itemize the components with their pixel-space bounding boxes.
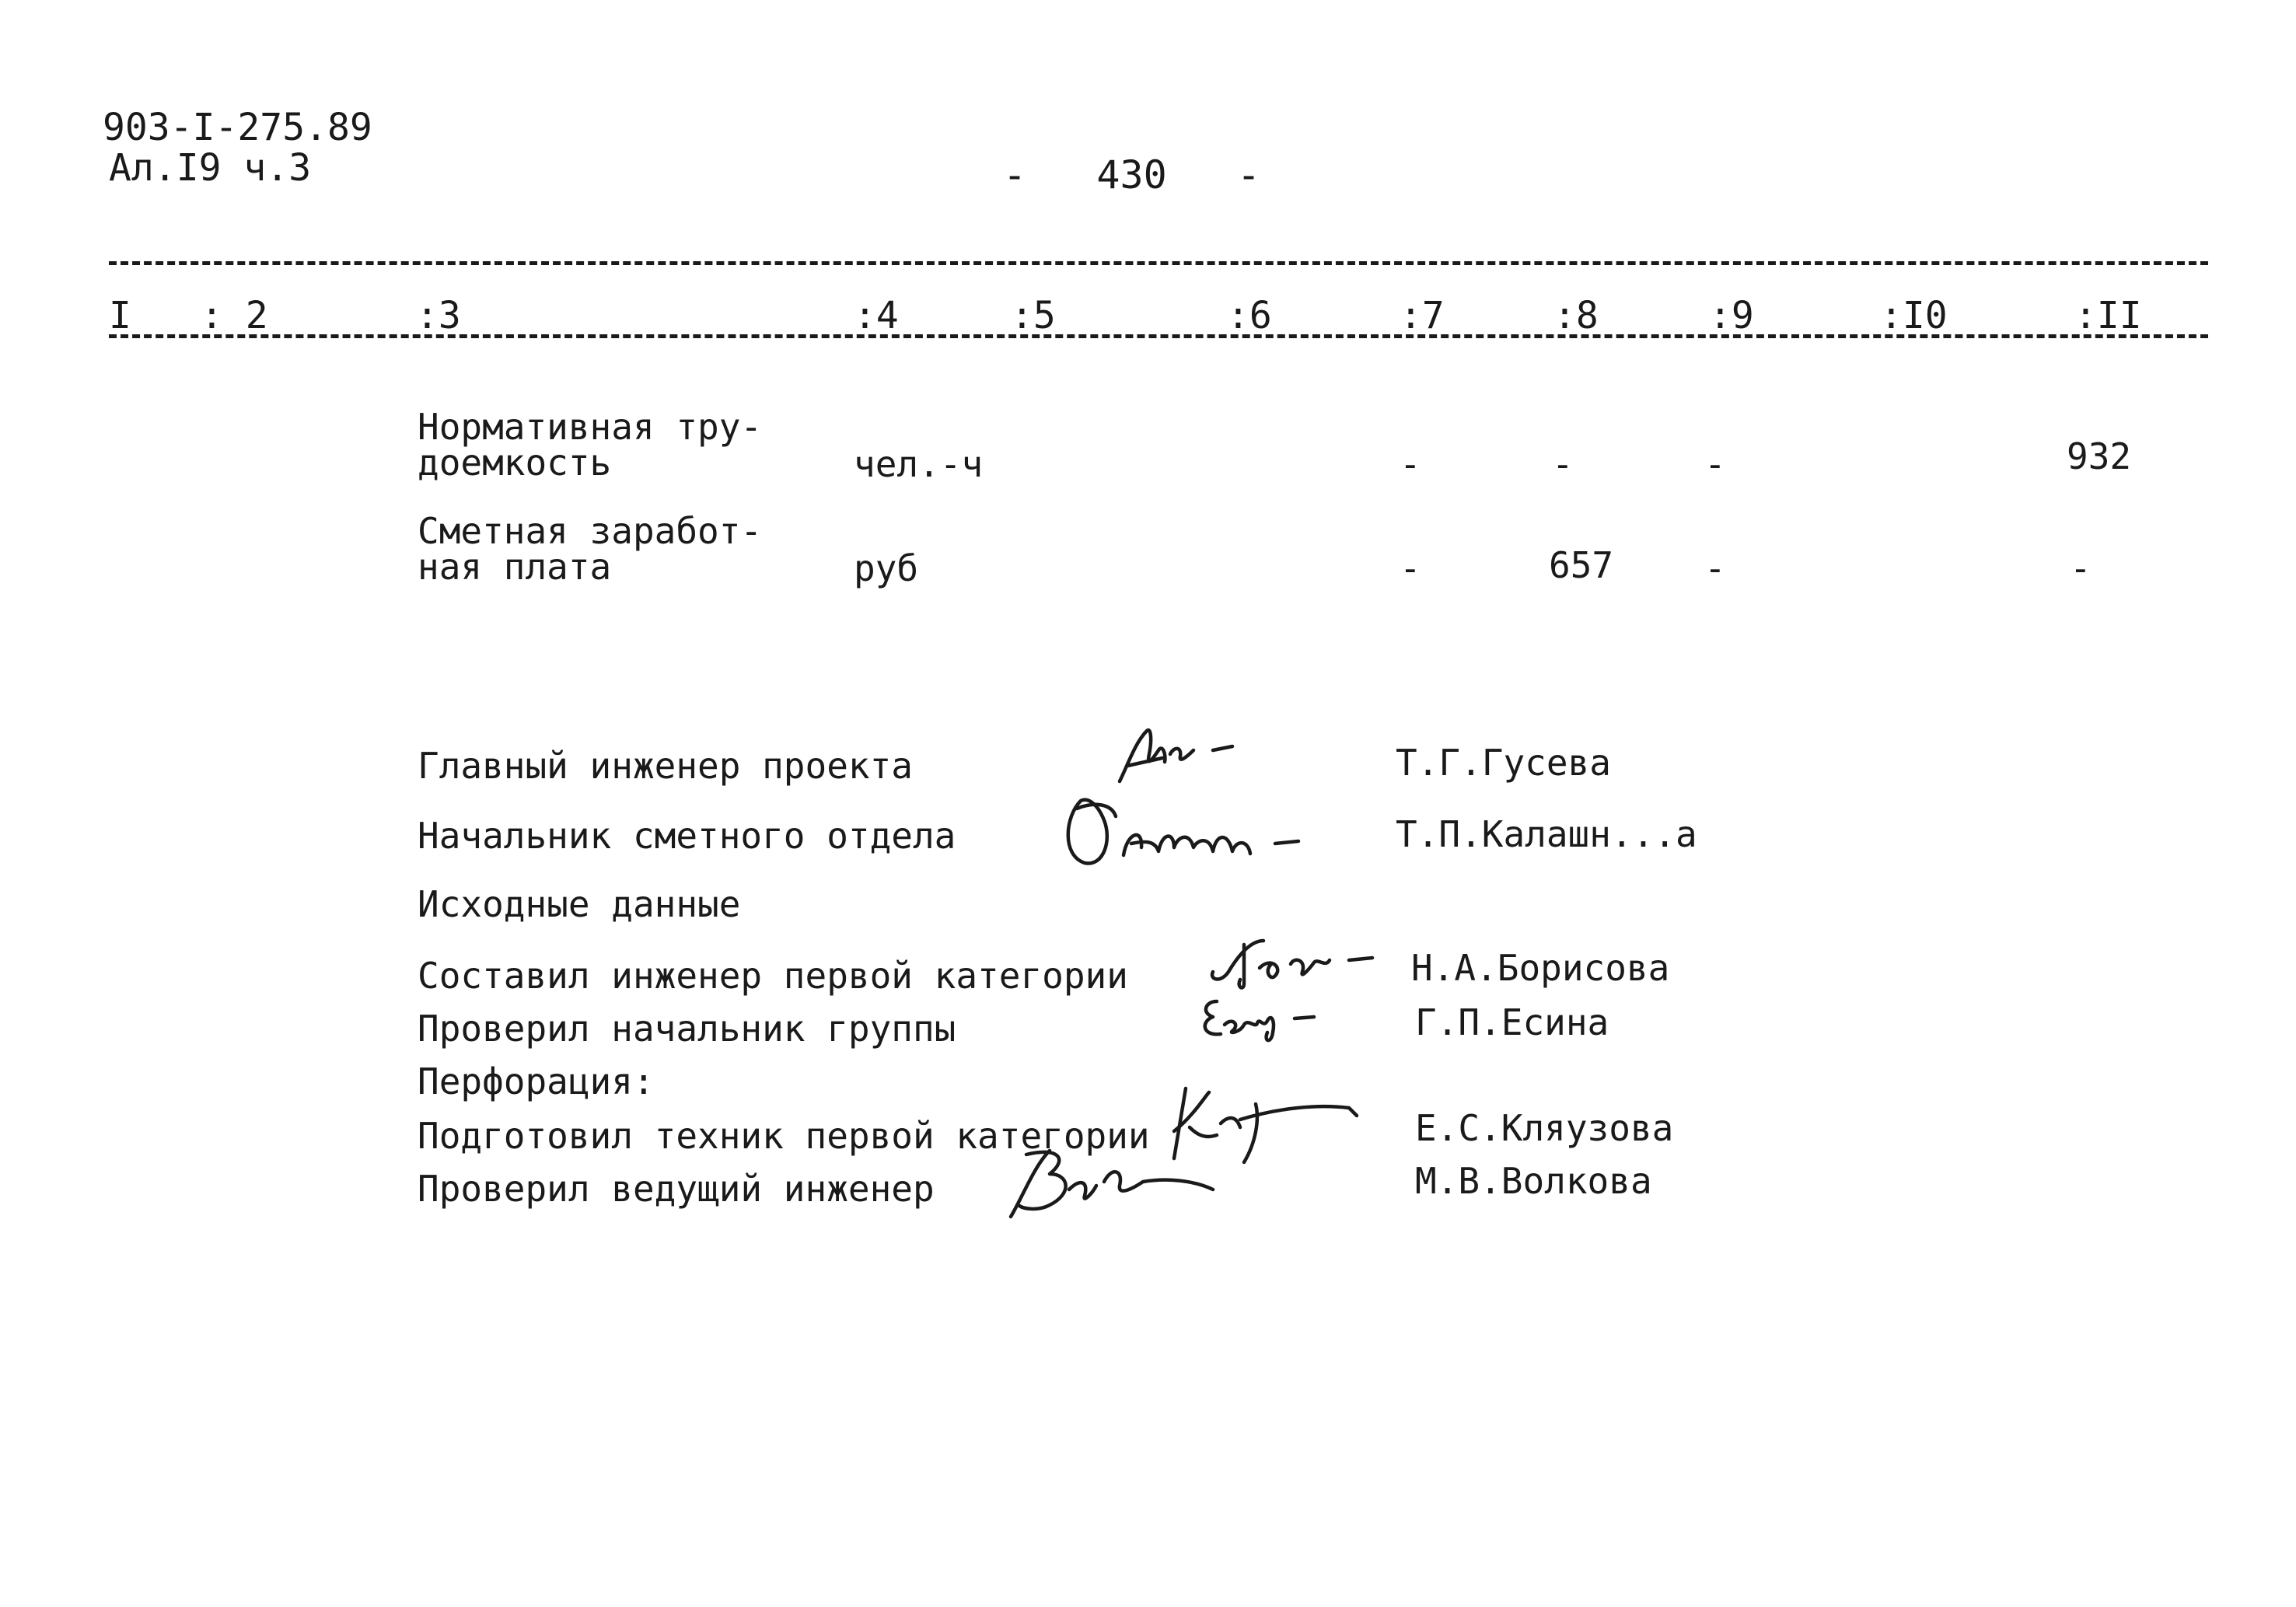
row-col11: - (2070, 547, 2092, 589)
signer-name: М.В.Волкова (1415, 1160, 1652, 1202)
handwritten-signature (1057, 785, 1322, 879)
column-number: :3 (416, 294, 461, 337)
row-col8: 657 (1549, 544, 1614, 586)
column-number: :8 (1553, 294, 1599, 337)
signer-role: Проверил ведущий инженер (418, 1168, 935, 1210)
signer-name: Т.П.Калашн...а (1396, 813, 1697, 855)
row-col9: - (1704, 443, 1726, 485)
handwritten-signature (1186, 986, 1341, 1048)
handwritten-signature (995, 1135, 1228, 1228)
row-col7: - (1400, 443, 1421, 485)
column-number: I (109, 294, 131, 337)
signer-name: Т.Г.Гусева (1396, 742, 1611, 784)
row-name-line1: Нормативная тру- (418, 406, 763, 448)
page-number: - 430 - (1003, 152, 1261, 197)
signer-role: Главный инженер проекта (418, 745, 913, 787)
signer-role: Составил инженер первой категории (418, 955, 1128, 997)
handwritten-signature (1104, 719, 1260, 789)
row-name-line1: Сметная заработ- (418, 510, 763, 552)
column-number: : 2 (201, 294, 268, 337)
header-rule-top (109, 261, 2208, 265)
column-number: :4 (854, 294, 899, 337)
column-number: :5 (1011, 294, 1056, 337)
row-col7: - (1400, 547, 1421, 589)
row-unit: руб (854, 547, 919, 589)
column-number: :6 (1227, 294, 1272, 337)
signer-name: Е.С.Кляузова (1415, 1107, 1674, 1149)
row-col8: - (1552, 443, 1574, 485)
document-code: 903-I-275.89 (103, 106, 372, 149)
row-unit: чел.-ч (854, 443, 984, 485)
album-part: Ал.I9 ч.3 (109, 146, 312, 190)
column-number: :7 (1400, 294, 1445, 337)
handwritten-signature (1197, 925, 1400, 995)
row-col11: 932 (2067, 435, 2132, 477)
section-label: Перфорация: (418, 1060, 655, 1102)
row-col9: - (1704, 547, 1726, 589)
signer-role: Подготовил техник первой категории (418, 1115, 1150, 1157)
signer-role: Начальник сметного отдела (418, 815, 956, 857)
column-number: :9 (1709, 294, 1754, 337)
column-number: :II (2074, 294, 2142, 337)
signer-name: Г.П.Есина (1415, 1001, 1609, 1043)
signer-name: Н.А.Борисова (1411, 947, 1670, 989)
column-number: :I0 (1880, 294, 1948, 337)
row-name-line2: доемкость (418, 442, 612, 484)
header-rule-bottom (109, 334, 2208, 338)
section-label: Исходные данные (418, 883, 741, 925)
row-name-line2: ная плата (418, 546, 612, 588)
signer-role: Проверил начальник группы (418, 1008, 956, 1050)
